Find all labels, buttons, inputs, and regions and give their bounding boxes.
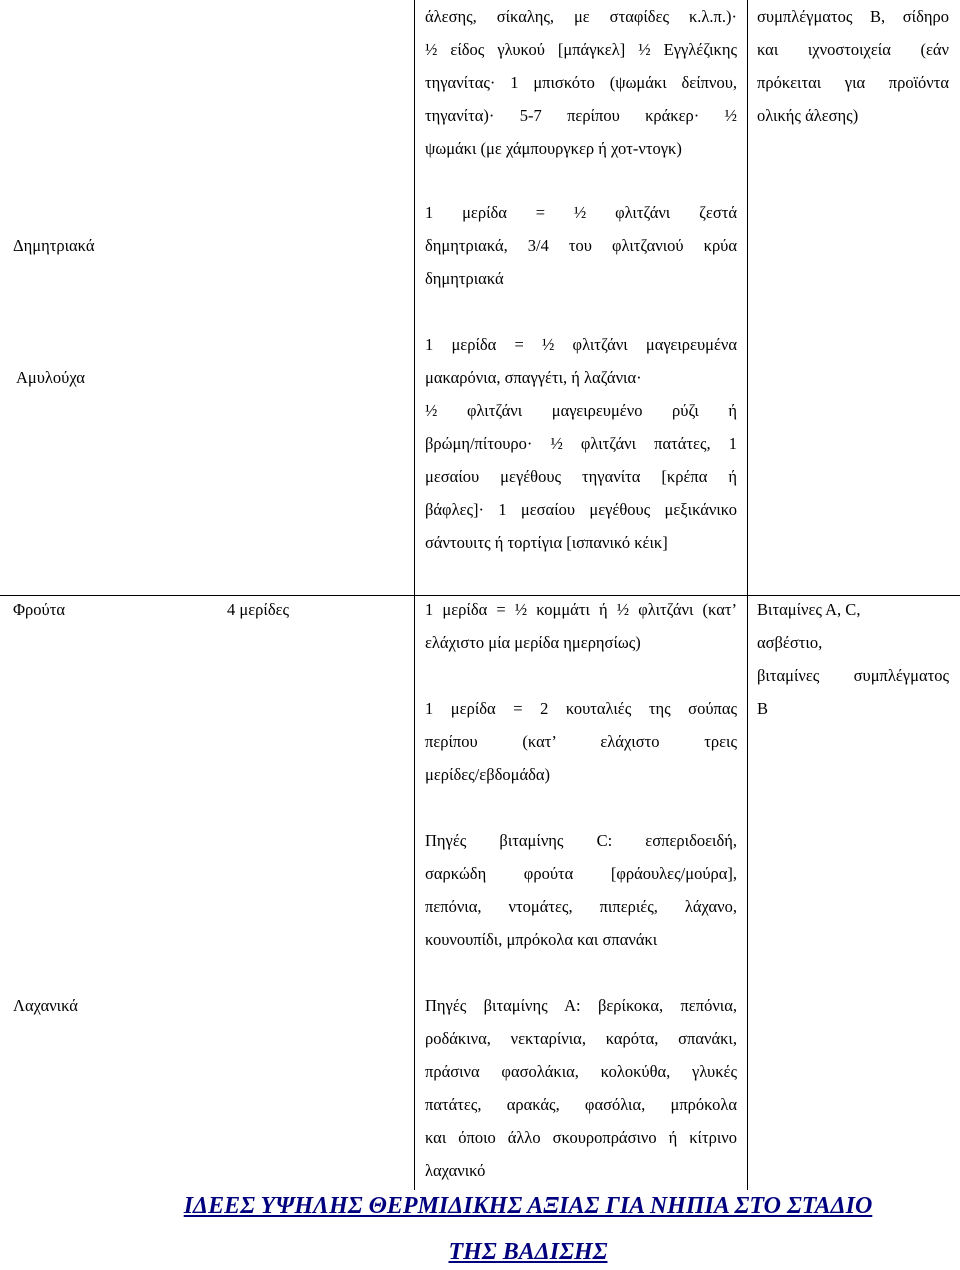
row-label-amyloucha: Αμυλούχα [16,368,85,387]
dimitriaka-portion-text: 1 μερίδα = ½ φλιτζάνι ζεστά δημητριακά, 3/4 του φλιτζανιού κρύα δημητριακά [425,203,737,288]
amyloucha-portion-text: 1 μερίδα = ½ φλιτζάνι μαγειρευμένα μακαρόνια, σπαγγέτι, ή λαζάνια· ½ φλιτζάνι μαγειρευμένο ρύζι ή βρώμη/πίτουρο· ½ φλιτζάνι πατάτες, 1 μεσαίου μεγέθους τηγανίτα [κρέπα ή βάφλες]· 1 μεσαίου μεγέθους μεξικάνικο σάντουιτς ή τορτίγια [ισπανικό κέικ] [425,335,737,552]
row-label-dimitriaka: Δημητριακά [13,236,95,255]
frouta-portion-text: 1 μερίδα = ½ κομμάτι ή ½ φλιτζάνι (κατ’ ελάχιστο μία μερίδα ημερησίως) [425,600,737,652]
section-heading-line-2: ΤΗΣ ΒΑΔΙΣΗΣ [448,1239,608,1265]
top-row-portion-text: άλεσης, σίκαλης, με σταφίδες κ.λ.π.)· ½ είδος γλυκού [μπάγκελ] ½ Εγγλέζικης τηγανίτας· 1 μπισκότο (ψωμάκι δείπνου, τηγανίτα)· 5-7 περίπου κράκερ· ½ ψωμάκι (με χάμπουργκερ ή χοτ-ντογκ) [425,7,737,158]
vitamin-c-sources: Πηγές βιταμίνης C: εσπεριδοειδή, σαρκώδη φρούτα [φράουλες/μούρα], πεπόνια, ντομάτες, πιπεριές, λάχανο, κουνουπίδι, μπρόκολα και σπανάκι [425,831,737,949]
row-label-lachanika: Λαχανικά [13,996,78,1015]
vitamin-a-sources: Πηγές βιταμίνης Α: βερίκοκα, πεπόνια, ροδάκινα, νεκταρίνια, καρότα, σπανάκι, πράσινα φασολάκια, κολοκύθα, γλυκές πατάτες, αρακάς, φασόλια, μπρόκολα και όποιο άλλο σκουροπράσινο ή κίτρινο λαχανικό [425,996,737,1180]
row-label-frouta: Φρούτα [13,600,65,619]
top-row-nutrients-text: συμπλέγματος Β, σίδηρο και ιχνοστοιχεία (εάν πρόκειται για προϊόντα ολικής άλεσης) [757,7,949,125]
section-heading-line-1: ΙΔΕΕΣ ΥΨΗΛΗΣ ΘΕΡΜΙΔΙΚΗΣ ΑΞΙΑΣ ΓΙΑ ΝΗΠΙΑ ΣΤΟ ΣΤΑΔΙΟ [183,1193,873,1219]
frouta-portions: 4 μερίδες [227,600,290,619]
frouta-nutrients: Βιταμίνες Α, C, ασβέστιο, βιταμίνες συμπλέγματος Β [757,600,949,718]
frouta-portion-text-2: 1 μερίδα = 2 κουταλιές της σούπας περίπου (κατ’ ελάχιστο τρεις μερίδες/εβδομάδα) [425,699,737,784]
